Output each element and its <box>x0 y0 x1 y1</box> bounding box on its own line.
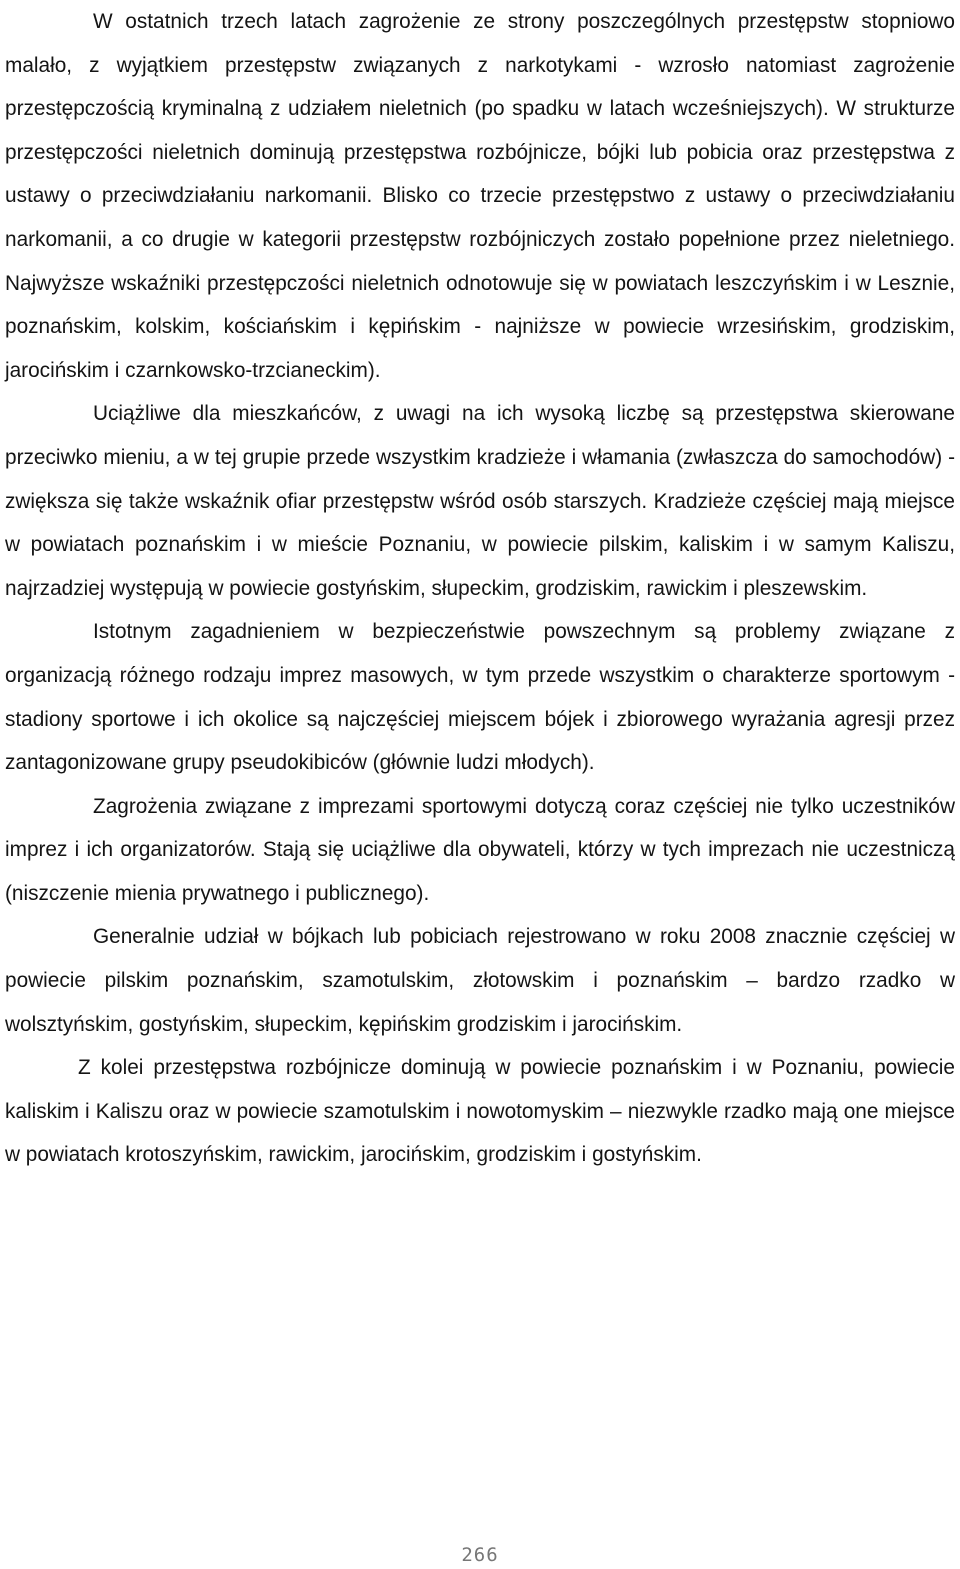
paragraph-property-crime: Uciążliwe dla mieszkańców, z uwagi na ich wysoką liczbę są przestępstwa skierowane przeciwko mieniu, a w tej grupie przede wszystkim kradzieże i włamania (zwłaszcza do samochodów) - zwiększa się także wskaźnik ofiar przestępstw wśród osób starszych. Kradzieże częściej mają miejsce w powiatach poznańskim i w mieście Poznaniu, w powiecie pilskim, kaliskim i w samym Kaliszu, najrzadziej występują w powiecie gostyńskim, słupeckim, grodziskim, rawickim i pleszewskim. <box>5 402 955 600</box>
document-body <box>5 0 955 1177</box>
paragraph-sport-threats: Zagrożenia związane z imprezami sportowymi dotyczą coraz częściej nie tylko uczestników imprez i ich organizatorów. Stają się uciążliwe dla obywateli, którzy w tych imprezach nie uczestniczą (niszczenie mienia prywatnego i publicznego). <box>5 794 955 905</box>
page-number: 266 <box>461 1544 499 1566</box>
paragraph-mass-events: Istotnym zagadnieniem w bezpieczeństwie powszechnym są problemy związane z organizacją różnego rodzaju imprez masowych, w tym przede wszystkim o charakterze sportowym - stadiony sportowe i ich okolice są najczęściej miejscem bójek i zbiorowego wyrażania agresji przez zantagonizowane grupy pseudokibiców (głównie ludzi młodych). <box>5 620 955 775</box>
paragraph-fights: Generalnie udział w bójkach lub pobiciach rejestrowano w roku 2008 znacznie częściej w powiecie pilskim poznańskim, szamotulskim, złotowskim i poznańskim – bardzo rzadko w wolsztyńskim, gostyńskim, słupeckim, kępińskim grodziskim i jarocińskim. <box>5 925 955 1036</box>
paragraph-juvenile-crime: W ostatnich trzech latach zagrożenie ze strony poszczególnych przestępstw stopniowo malało, z wyjątkiem przestępstw związanych z narkotykami - wzrosło natomiast zagrożenie przestępczością kryminalną z udziałem nieletnich (po spadku w latach wcześniejszych). W strukturze przestępczości nieletnich dominują przestępstwa rozbójnicze, bójki lub pobicia oraz przestępstwa z ustawy o przeciwdziałaniu narkomanii. Blisko co trzecie przestępstwo z ustawy o przeciwdziałaniu narkomanii, a co drugie w kategorii przestępstw rozbójniczych zostało popełnione przez nieletniego. Najwyższe wskaźniki przestępczości nieletnich odnotowuje się w powiatach leszczyńskim i w Lesznie, poznańskim, kolskim, kościańskim i kępińskim - najniższe w powiecie wrzesińskim, grodziskim, jarocińskim i czarnkowsko-trzcianeckim). <box>5 10 955 382</box>
paragraph-robberies: Z kolei przestępstwa rozbójnicze dominują w powiecie poznańskim i w Poznaniu, powiecie kaliskim i Kaliszu oraz w powiecie szamotulskim i nowotomyskim – niezwykle rzadko mają one miejsce w powiatach krotoszyńskim, rawickim, jarocińskim, grodziskim i gostyńskim. <box>5 1056 955 1167</box>
